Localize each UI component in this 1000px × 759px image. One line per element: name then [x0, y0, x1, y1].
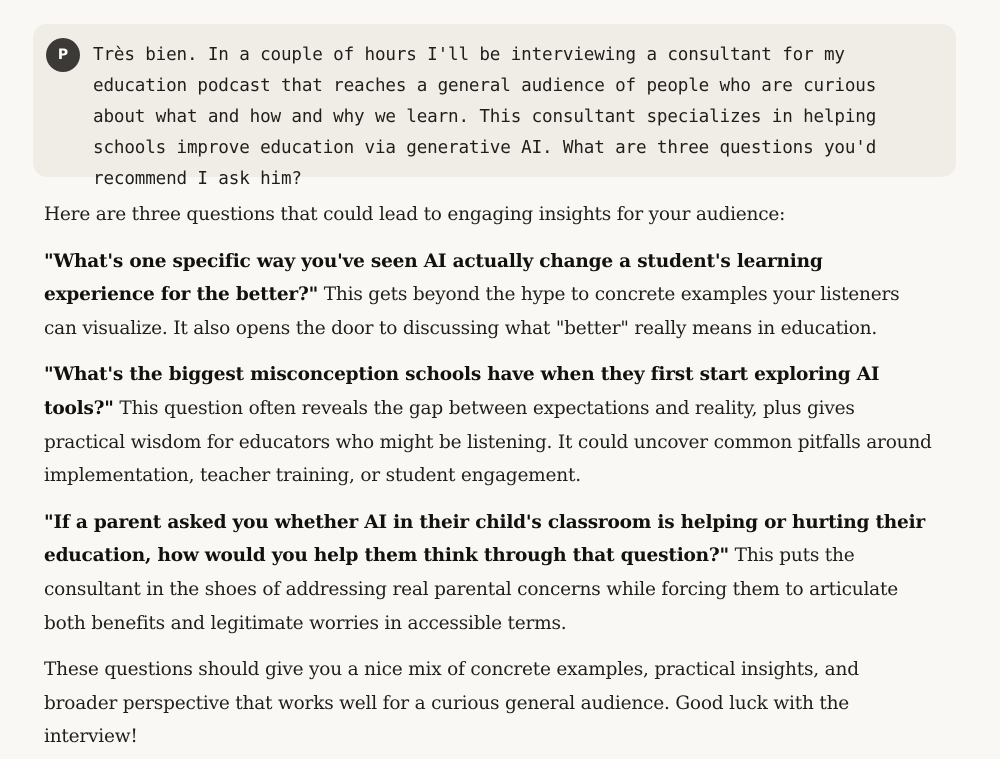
response-closing: These questions should give you a nice mix of concrete examples, practical insights, and broader perspective that works well for a curious general audience. Good luck with the interview! — [44, 659, 859, 748]
user-message-text: Très bien. In a couple of hours I'll be interviewing a consultant for my education podcast that reaches a general audience of people who are curious about what and how and why we learn. This consultant specializes in helping schools improve education via generative AI. What are three questions you'd recommend I ask him? — [93, 45, 877, 189]
question-text: "If a parent asked you whether AI in their child's classroom is helping or hurting their education, how would you help them think through that question?" — [44, 511, 926, 567]
response-intro: Here are three questions that could lead to engaging insights for your audience: — [44, 204, 786, 225]
question-text: "What's one specific way you've seen AI actually change a student's learning experience for the better?" — [44, 250, 823, 306]
assistant-response — [44, 198, 934, 759]
user-message-bubble — [33, 24, 956, 189]
question-text: "What's the biggest misconception schools have when they first start exploring AI tools?" — [44, 364, 880, 419]
question-item — [44, 506, 934, 640]
question-explanation: This gets beyond the hype to concrete examples your listeners can visualize. It also opens the door to discussing what "better" really means in education. — [44, 284, 900, 339]
question-explanation: This puts the consultant in the shoes of addressing real parental concerns while forcing them to articulate both benefits and legitimate worries in accessible terms. — [44, 545, 898, 634]
question-item — [44, 245, 934, 346]
question-item — [44, 358, 934, 492]
question-explanation: This question often reveals the gap between expectations and reality, plus gives practical wisdom for educators who might be listening. It could uncover common pitfalls around implementation, teacher training, or student engagement. — [44, 397, 932, 487]
user-avatar: P — [46, 38, 80, 72]
